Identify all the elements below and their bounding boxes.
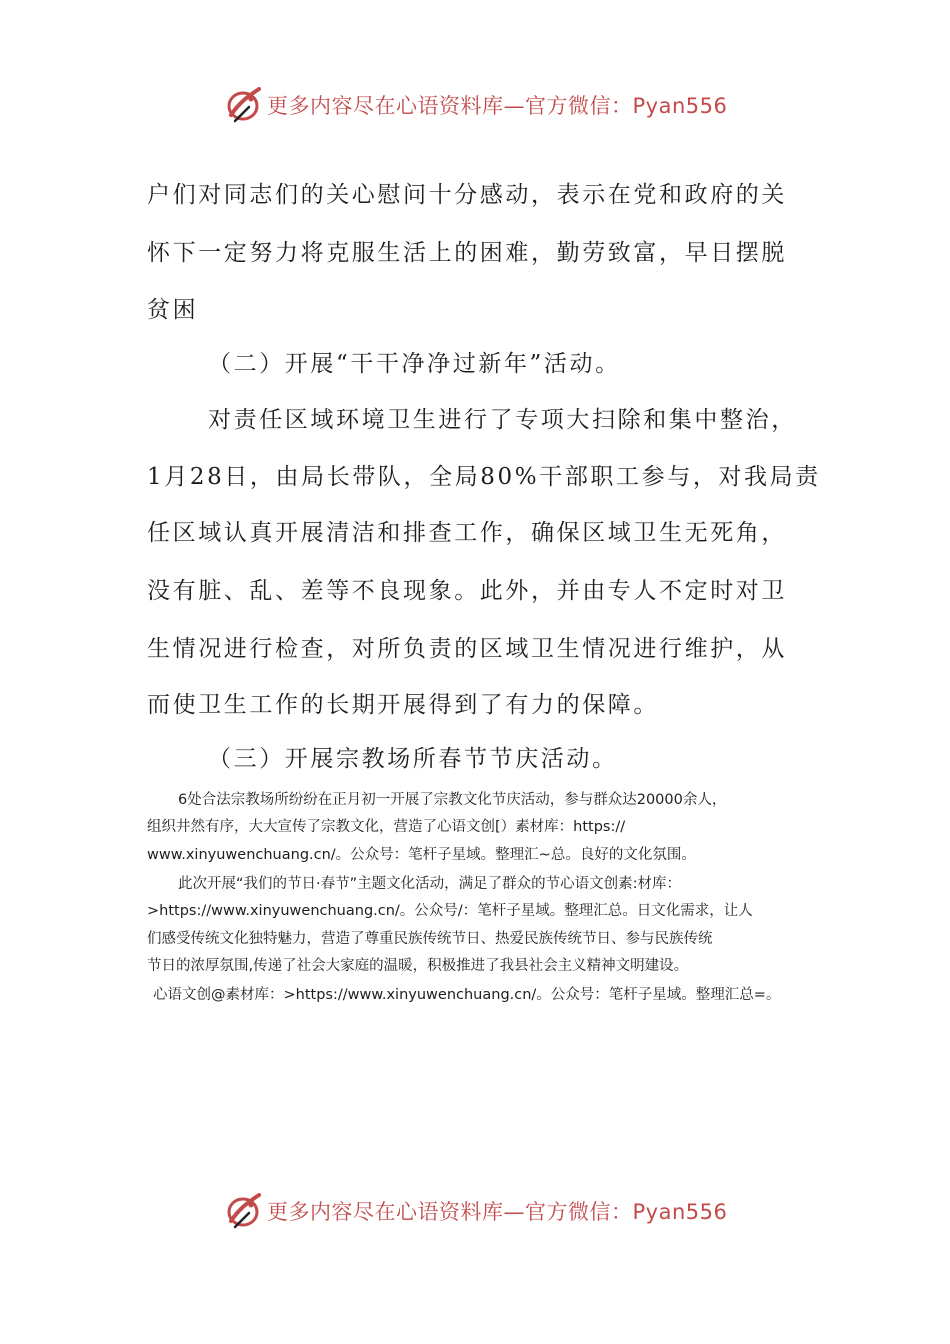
body-line: 贫困 [147,297,199,323]
header-banner [225,82,727,128]
body-line: 没有脏、乱、差等不良现象。此外，并由专人不定时对卫 [147,578,787,604]
body-line: 而使卫生工作的长期开展得到了有力的保障。 [147,692,659,718]
section-heading: （二）开展“干干净净过新年”活动。 [208,351,621,377]
body-line: 任区域认真开展清洁和排查工作，确保区域卫生无死角， [147,520,787,546]
body-line: 怀下一定努力将克服生活上的困难，勤劳致富，早日摆脱 [147,240,787,266]
footer-banner [225,1188,727,1234]
body-line: 户们对同志们的关心慰问十分感动，表示在党和政府的关 [147,182,787,208]
small-text-line: 6处合法宗教场所纷纷在正月初一开展了宗教文化节庆活动，参与群众达20000余人， [178,792,727,808]
small-text-line: 此次开展“我们的节日·春节”主题文化活动，满足了群众的节心语文创素:材库： [178,876,682,892]
body-line: 1月28日，由局长带队，全局80%干部职工参与，对我局责 [147,464,821,490]
header-banner-text: 更多内容尽在心语资料库—官方微信：Pyan556 [267,94,728,118]
small-text-line: >https://www.xinyuwenchuang.cn/。公众号/：笔杆子星域。整理汇总。日文化需求，让人 [147,903,753,919]
calligraphy-brush-logo-icon [225,85,263,125]
small-text-line: 节日的浓厚氛围,传递了社会大家庭的温暖，积极推进了我县社会主义精神文明建设。 [147,958,689,974]
body-line: 生情况进行检查，对所负责的区域卫生情况进行维护，从 [147,636,787,662]
small-text-line: 组织井然有序，大大宣传了宗教文化，营造了心语文创[）素材库：https:// [147,819,626,835]
small-text-line: 心语文创@素材库：>https://www.xinyuwenchuang.cn/。公众号：笔杆子星域。整理汇总=。 [153,987,781,1003]
footer-banner-text: 更多内容尽在心语资料库—官方微信：Pyan556 [267,1200,728,1224]
calligraphy-brush-logo-icon [225,1191,263,1231]
section-heading: （三）开展宗教场所春节节庆活动。 [208,746,618,772]
body-line: 对责任区域环境卫生进行了专项大扫除和集中整治， [208,407,797,433]
small-text-line: 们感受传统文化独特魅力，营造了尊重民族传统节日、热爱民族传统节日、参与民族传统 [147,931,713,947]
small-text-line: www.xinyuwenchuang.cn/。公众号：笔杆子星域。整理汇~总。良好的文化氛围。 [147,847,696,863]
